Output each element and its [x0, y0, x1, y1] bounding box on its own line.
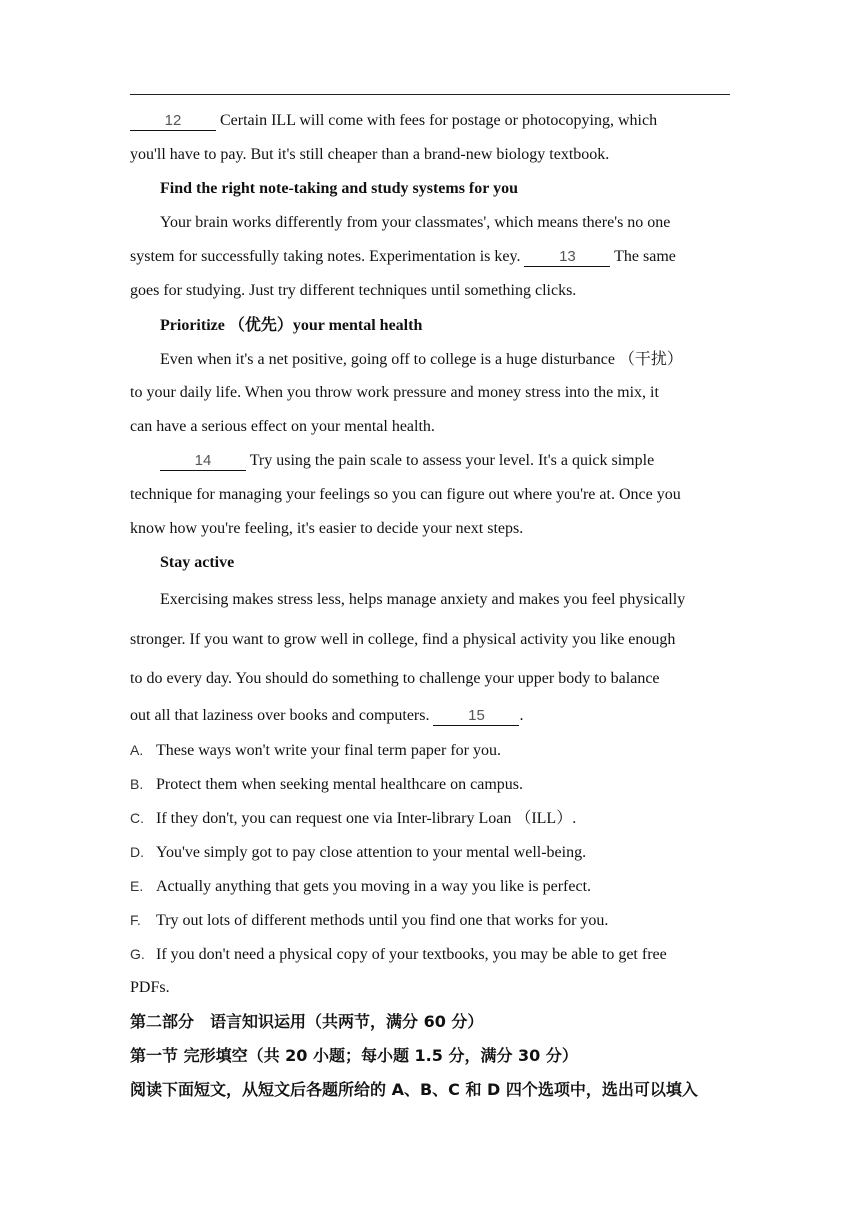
answer-blank-14[interactable]: 14 [160, 452, 246, 471]
paragraph-line: 14 Try using the pain scale to assess your level. It's a quick simple [130, 444, 730, 478]
section-heading-stay-active: Stay active [160, 554, 235, 571]
paragraph-line: you'll have to pay. But it's still cheaper than a brand-new biology textbook. [130, 146, 610, 163]
paragraph-line: Even when it's a net positive, going off to college is a huge disturbance （干扰） [160, 349, 683, 368]
section-2-subtitle: 第一节 完形填空（共 20 小题；每小题 1.5 分，满分 30 分） [130, 1045, 578, 1065]
paragraph-line: technique for managing your feelings so you can figure out where you're at. Once you [130, 486, 681, 503]
option-b[interactable]: B. Protect them when seeking mental healthcare on campus. [130, 775, 523, 793]
passage-body [130, 104, 730, 1107]
answer-blank-13[interactable]: 13 [524, 248, 610, 267]
paragraph-line: system for successfully taking notes. Experimentation is key. 13 The same [130, 248, 676, 265]
paragraph-line: out all that laziness over books and computers. 15 . [130, 706, 524, 724]
section-heading-mental-health: Prioritize （优先）your mental health [160, 315, 423, 334]
option-g[interactable]: G. If you don't need a physical copy of your textbooks, you may be able to get free [130, 945, 667, 963]
paragraph-line: to do every day. You should do something to challenge your upper body to balance [130, 670, 660, 687]
option-d[interactable]: D. You've simply got to pay close attention to your mental well-being. [130, 843, 587, 861]
option-a[interactable]: A. These ways won't write your final term paper for you. [130, 741, 501, 759]
answer-blank-12[interactable]: 12 [130, 112, 216, 131]
paragraph-line: know how you're feeling, it's easier to decide your next steps. [130, 520, 524, 537]
section-2-instructions: 阅读下面短文，从短文后各题所给的 A、B、C 和 D 四个选项中，选出可以填入 [130, 1079, 698, 1099]
paragraph-line: stronger. If you want to grow well in college, find a physical activity you like enough [130, 630, 676, 648]
answer-blank-15[interactable]: 15 [433, 707, 519, 726]
option-f[interactable]: F. Try out lots of different methods until you find one that works for you. [130, 911, 609, 929]
paragraph-line: to your daily life. When you throw work pressure and money stress into the mix, it [130, 384, 659, 401]
option-g-continuation: PDFs. [130, 978, 170, 996]
option-c[interactable]: C. If they don't, you can request one via Inter-library Loan （ILL）. [130, 809, 577, 827]
section-heading-note-taking: Find the right note-taking and study systems for you [160, 180, 518, 197]
section-2-title: 第二部分 语言知识运用（共两节，满分 60 分） [130, 1011, 484, 1031]
paragraph-line: Exercising makes stress less, helps manage anxiety and makes you feel physically [160, 591, 686, 608]
header-rule [130, 94, 730, 95]
paragraph-line: goes for studying. Just try different techniques until something clicks. [130, 282, 577, 299]
paragraph-line: 12 Certain ILL will come with fees for postage or photocopying, which [130, 104, 730, 138]
paragraph-line: Your brain works differently from your classmates', which means there's no one [160, 214, 671, 231]
option-e[interactable]: E. Actually anything that gets you moving in a way you like is perfect. [130, 877, 592, 895]
paragraph-line: can have a serious effect on your mental health. [130, 418, 435, 435]
